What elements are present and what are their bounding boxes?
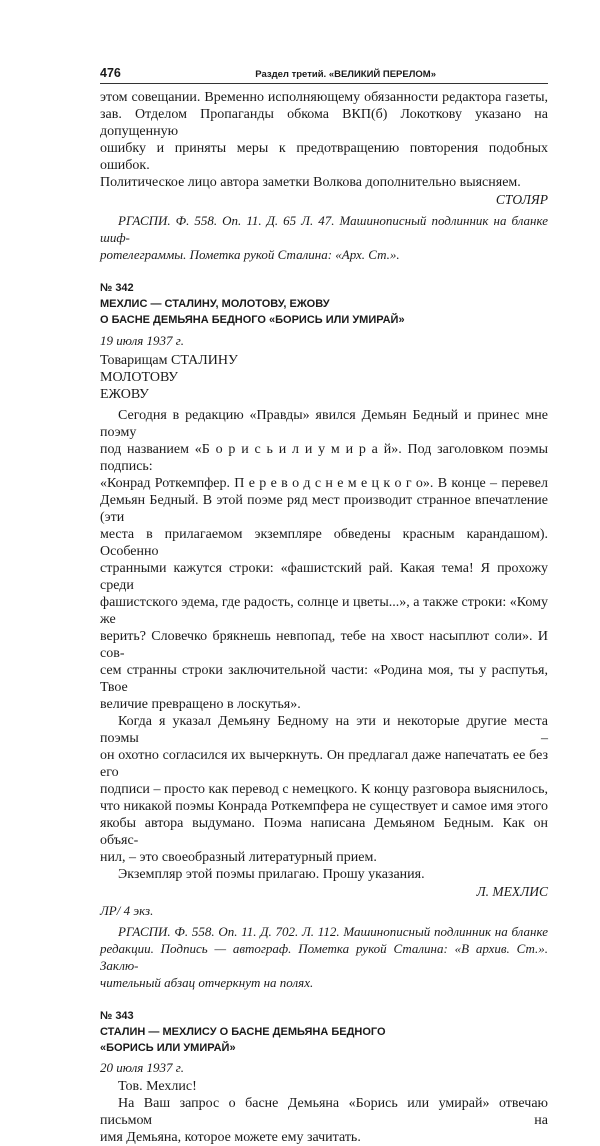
text-line: Когда я указал Демьяну Бедному на эти и некоторые другие места поэмы – xyxy=(100,714,548,746)
addressee-line: МОЛОТОВУ xyxy=(100,370,179,385)
source-line: чительный абзац отчеркнут на полях. xyxy=(100,975,314,990)
signature: Л. МЕХЛИС xyxy=(476,884,548,899)
text-line: На Ваш запрос о басне Демьяна «Борись или умирай» отвечаю письмом на xyxy=(100,1096,548,1128)
archive-source xyxy=(100,923,548,991)
text-line: что никакой поэмы Конрада Роткемпфера не существует и самое имя этого xyxy=(100,799,548,814)
prev-text xyxy=(100,89,548,208)
doc-342-heading xyxy=(100,280,548,328)
doc-date: 20 июля 1937 г. xyxy=(100,1060,184,1075)
text-line: нил, – это своеобразный литературный прием. xyxy=(100,850,377,865)
text-line: «Конрад Роткемпфер. П е р е в о д с н е м е ц к о г о». В конце – перевел xyxy=(100,476,548,491)
text-line: странными кажутся строки: «фашистский рай. Какая тема! Я прохожу среди xyxy=(100,561,548,593)
running-title: Раздел третий. «ВЕЛИКИЙ ПЕРЕЛОМ» xyxy=(255,69,436,80)
doc-number: № 343 xyxy=(100,1010,134,1022)
paragraph-1 xyxy=(100,407,548,713)
addressee xyxy=(100,352,548,403)
text-line: фашистского эдема, где радость, солнце и цветы...», а также строки: «Кому же xyxy=(100,595,548,627)
doc-date: 19 июля 1937 г. xyxy=(100,333,184,348)
paragraph-2 xyxy=(100,713,548,866)
text-line: под названием «Б о р и с ь и л и у м и р а й». Под заголовком поэмы подпись: xyxy=(100,442,548,474)
archive-source xyxy=(100,212,548,263)
text-line: зав. Отделом Пропаганды обкома ВКП(б) Локоткову указано на допущенную xyxy=(100,107,548,139)
text-line: величие превращено в лоскутья». xyxy=(100,697,301,712)
copies-note: ЛР/ 4 экз. xyxy=(100,903,154,918)
text-line: этом совещании. Временно исполняющему обязанности редактора газеты, xyxy=(100,90,548,105)
text-line: якобы автора выдумано. Поэма написана Демьяном Бедным. Как он объяс- xyxy=(100,816,548,848)
text-line: он охотно согласился их вычеркнуть. Он предлагал даже напечатать ее без его xyxy=(100,748,548,780)
source-line: редакции. Подпись — автограф. Пометка рукой Сталина: «В архив. Ст.». Заклю- xyxy=(100,941,548,973)
source-line: ротелеграммы. Пометка рукой Сталина: «Арх. Ст.». xyxy=(100,247,400,262)
document-page xyxy=(100,66,548,1146)
addressee-line: Товарищам СТАЛИНУ xyxy=(100,353,238,368)
text-line: Демьян Бедный. В этой поэме ряд мест производит странное впечатление (эти xyxy=(100,493,548,525)
paragraph-3: Экземпляр этой поэмы прилагаю. Прошу указания. xyxy=(118,867,425,882)
doc-title: МЕХЛИС — СТАЛИНУ, МОЛОТОВУ, ЕЖОВУ xyxy=(100,298,330,310)
doc-343-heading xyxy=(100,1008,548,1056)
text-line: Сегодня в редакцию «Правды» явился Демьян Бедный и принес мне поэму xyxy=(100,408,548,440)
page-header xyxy=(100,66,548,84)
page-number: 476 xyxy=(100,66,121,80)
text-line: сем странны строки заключительной части: «Родина моя, ты у распутья, Твое xyxy=(100,663,548,695)
doc-number: № 342 xyxy=(100,282,134,294)
doc-title: «БОРИСЬ ИЛИ УМИРАЙ» xyxy=(100,1042,236,1054)
text-line: имя Демьяна, которое можете ему зачитать. xyxy=(100,1130,361,1145)
signature: СТОЛЯР xyxy=(495,192,548,207)
greeting: Тов. Мехлис! xyxy=(118,1079,197,1094)
addressee-line: ЕЖОВУ xyxy=(100,387,149,402)
text-line: ошибку и приняты меры к предотвращению повторения подобных ошибок. xyxy=(100,141,548,173)
doc-title: СТАЛИН — МЕХЛИСУ О БАСНЕ ДЕМЬЯНА БЕДНОГО xyxy=(100,1026,386,1038)
source-line: РГАСПИ. Ф. 558. Оп. 11. Д. 65 Л. 47. Машинописный подлинник на бланке шиф- xyxy=(100,213,548,245)
doc-title: О БАСНЕ ДЕМЬЯНА БЕДНОГО «БОРИСЬ ИЛИ УМИРАЙ» xyxy=(100,314,405,326)
text-line: места в прилагаемом экземпляре обведены красным карандашом). Особенно xyxy=(100,527,548,559)
text-line: Политическое лицо автора заметки Волкова дополнительно выясняем. xyxy=(100,175,521,190)
text-line: подписи – просто как перевод с немецкого. К концу разговора выяснилось, xyxy=(100,782,548,797)
text-line: верить? Словечко брякнешь невпопад, тебе на хвост насыплют соли». И сов- xyxy=(100,629,548,661)
source-line: РГАСПИ. Ф. 558. Оп. 11. Д. 702. Л. 112. Машинописный подлинник на бланке xyxy=(118,924,548,939)
